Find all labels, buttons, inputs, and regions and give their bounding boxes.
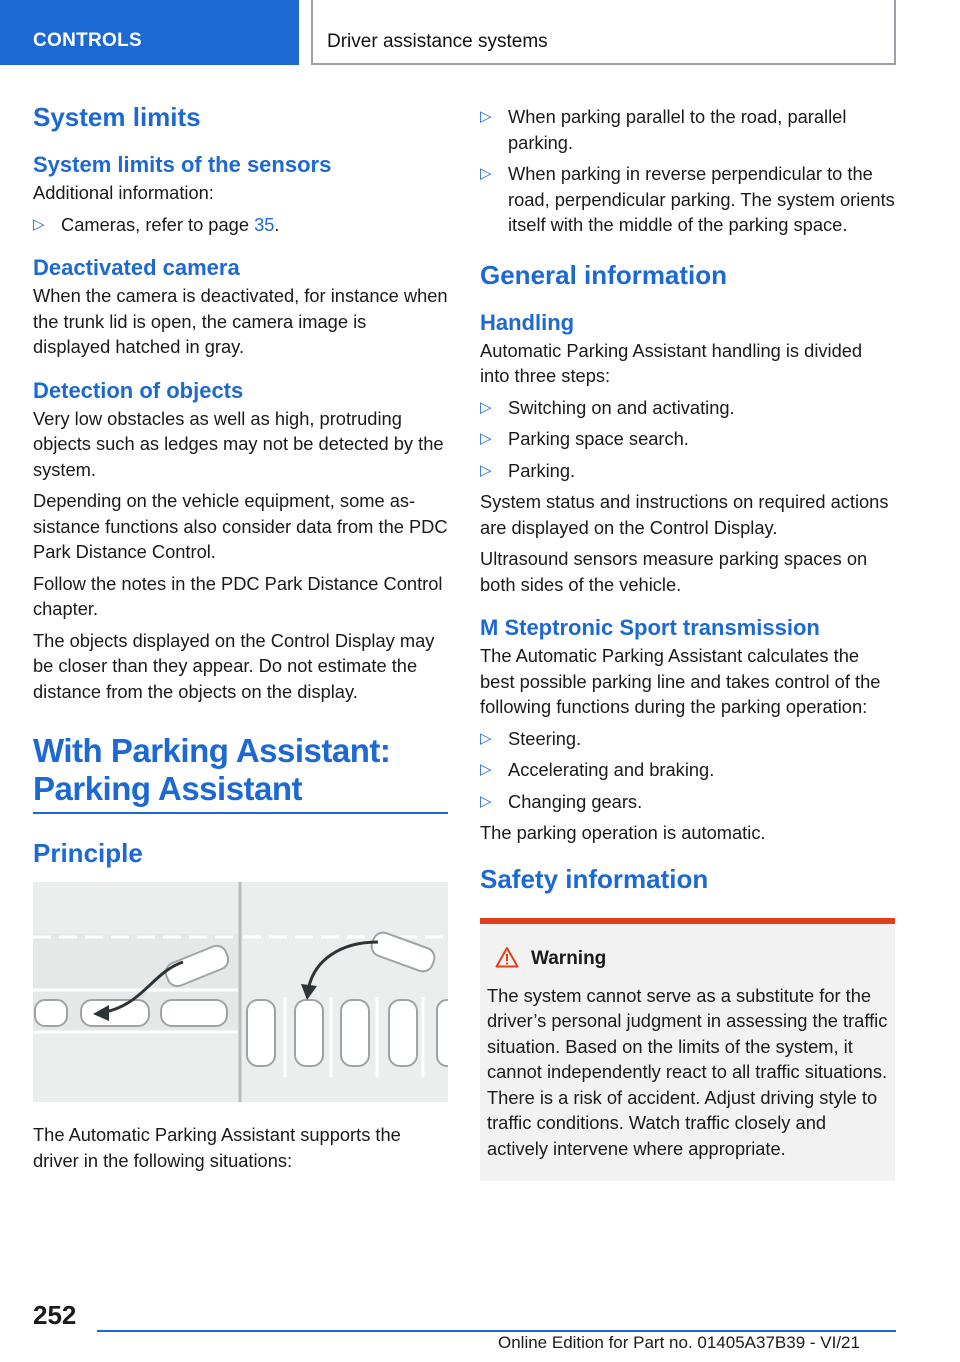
page-number: 252 <box>33 1300 77 1330</box>
paragraph-automatic: The parking operation is automatic. <box>480 822 766 843</box>
paragraph-detection-1: Very low obstacles as well as high, protruding objects such as ledges may not be detected by the system. <box>33 407 444 480</box>
bullet-steering: ▷ Steering. <box>480 726 895 752</box>
right-column <box>480 104 895 1181</box>
paragraph-detection-4: The objects displayed on the Control Display may be closer than they appear. Do not estimate the distance from the objects on the display. <box>33 629 435 702</box>
paragraph-deactivated: When the camera is deactivated, for instance when the trunk lid is open, the camera image is displayed hatched in gray. <box>33 285 448 357</box>
warning-header <box>495 946 888 973</box>
parking-illustration <box>33 882 448 1102</box>
chapter-title: Driver assistance systems <box>327 31 548 52</box>
bullet-changing-gears: ▷ Changing gears. <box>480 789 895 815</box>
parking-diagram-svg <box>33 882 448 1102</box>
paragraph-detection-2: Depending on the vehicle equipment, some assistance functions also consider data from the PDC Park Distance Control. <box>33 490 448 562</box>
heading-handling: Handling <box>480 309 575 335</box>
heading-general-information: General information <box>480 259 728 290</box>
bullet-accelerating-braking: ▷ Accelerating and braking. <box>480 757 895 783</box>
chapter-heading-line2: Parking Assistant <box>33 770 303 807</box>
bullet-perpendicular-parking: ▷ When parking in reverse perpendicular to the road, perpendicular parking. The system orients itself with the middle of the parking space. <box>480 161 895 238</box>
warning-text: The system cannot serve as a substitute for the driver’s personal judgment in assessing the traffic situation. Based on the limits of the system, it cannot independently react to all traffic situations. There is a risk of accident. Adjust driving style to traffic conditions. Watch traffic closely and actively intervene where appropriate. <box>487 984 888 1159</box>
footer-rule <box>97 1330 896 1332</box>
left-column <box>33 100 448 1173</box>
paragraph-principle: The Automatic Parking Assistant supports the driver in the following situations: <box>33 1124 401 1171</box>
heading-steptronic: M Steptronic Sport transmission <box>480 615 820 640</box>
paragraph-system-status: System status and instructions on required actions are displayed on the Control Display. <box>480 491 889 538</box>
edition-note: Online Edition for Part no. 01405A37B39 - VI/21 <box>498 1333 860 1352</box>
heading-sensor-limits: System limits of the sensors <box>33 152 332 177</box>
warning-box <box>480 918 895 1182</box>
heading-safety-information: Safety information <box>480 863 709 894</box>
chapter-heading <box>33 732 448 814</box>
bullet-parallel-parking: ▷ When parking parallel to the road, parallel parking. <box>480 104 895 155</box>
bullet-step-space-search: ▷ Parking space search. <box>480 426 895 452</box>
paragraph-handling: Automatic Parking Assistant handling is divided into three steps: <box>480 339 863 386</box>
paragraph-additional: Additional information: <box>33 182 214 203</box>
page-link-35[interactable]: 35 <box>254 213 275 235</box>
chapter-heading-line1: With Parking Assistant: <box>33 732 391 769</box>
bullet-cameras-text: Cameras, refer to page <box>61 213 255 235</box>
paragraph-ultrasound: Ultrasound sensors measure parking spaces on both sides of the vehicle. <box>480 548 868 595</box>
heading-deactivated-camera: Deactivated camera <box>33 255 240 280</box>
bullet-cameras <box>33 212 448 238</box>
bullet-step-parking: ▷ Parking. <box>480 458 895 484</box>
bullet-cameras-end: . <box>274 213 280 235</box>
heading-principle: Principle <box>33 838 143 868</box>
heading-detection-objects: Detection of objects <box>33 377 244 403</box>
section-tab <box>0 0 299 65</box>
bullet-step-switch-on: ▷ Switching on and activating. <box>480 395 895 421</box>
paragraph-steptronic: The Automatic Parking Assistant calculates the best possible parking line and takes control of the following functions during the parking operation: <box>480 645 881 717</box>
warning-title: Warning <box>531 948 607 969</box>
paragraph-detection-3: Follow the notes in the PDC Park Distance Control chapter. <box>33 572 443 619</box>
section-title: CONTROLS <box>33 30 143 51</box>
warning-triangle-icon <box>495 946 519 973</box>
chapter-tab <box>311 0 896 65</box>
heading-system-limits: System limits <box>33 102 201 132</box>
